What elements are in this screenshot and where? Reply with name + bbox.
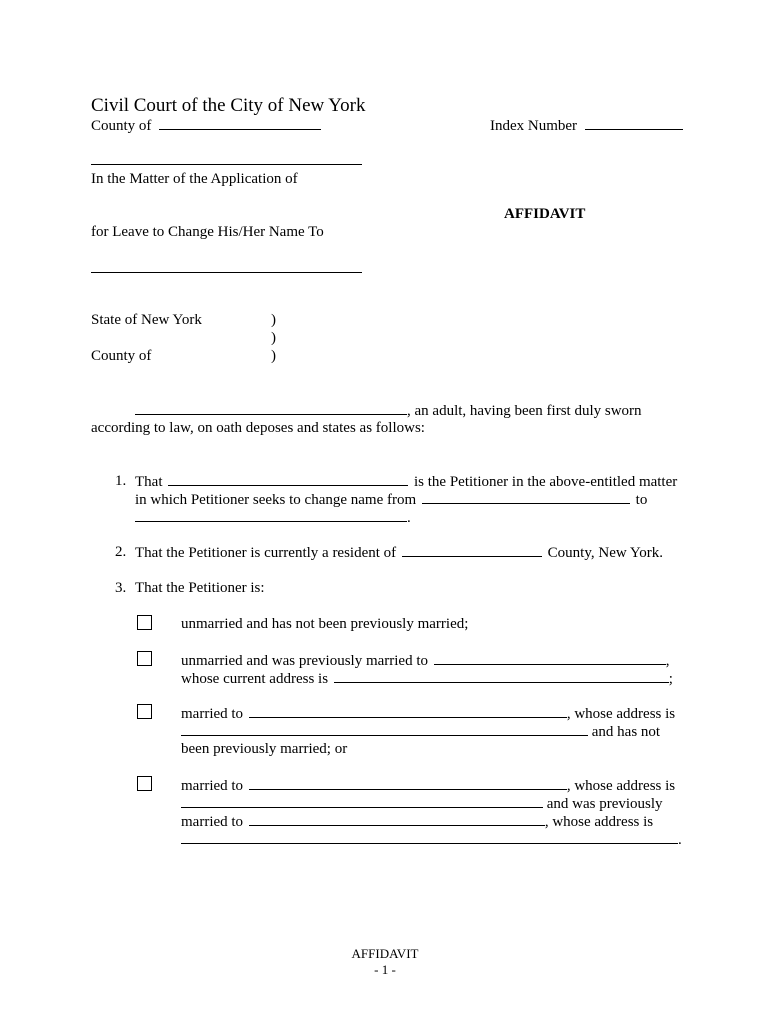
- option-d-period: .: [678, 832, 682, 848]
- option-d-address-text: , whose address is: [566, 778, 676, 794]
- option-d-previously-text: and was previously: [546, 796, 663, 812]
- venue-paren-3: ): [271, 348, 276, 364]
- option-b-line-1: [181, 651, 670, 670]
- item-1-line-1: [135, 472, 677, 491]
- venue-county: County of: [91, 348, 152, 364]
- option-b-text-2: whose current address is: [181, 671, 329, 687]
- option-c-text-1: married to: [181, 706, 244, 722]
- venue-paren-1: ): [271, 312, 276, 328]
- matter-line: In the Matter of the Application of: [91, 171, 298, 187]
- option-d-text-3: married to: [181, 814, 244, 830]
- item-3-number: 3.: [115, 580, 127, 596]
- option-c-line-2: [181, 722, 660, 741]
- former-spouse-address-field[interactable]: [334, 669, 669, 683]
- item-2-county-text: County, New York.: [547, 545, 663, 561]
- spouse-address-field-c[interactable]: [181, 722, 588, 736]
- former-spouse-address-field-d[interactable]: [181, 830, 678, 844]
- venue-state: State of New York: [91, 312, 202, 328]
- option-d-line-4: [181, 830, 682, 849]
- item-2-line: [135, 543, 663, 562]
- option-c-has-not-text: and has not: [591, 724, 661, 740]
- leave-line: for Leave to Change His/Her Name To: [91, 224, 324, 240]
- sworn-line: [135, 401, 642, 420]
- item-1-to-text: to: [635, 492, 648, 508]
- county-of-label: [91, 116, 321, 135]
- footer-title: AFFIDAVIT: [351, 946, 419, 961]
- option-c-line-3: been previously married; or: [181, 741, 348, 757]
- index-number: [490, 116, 683, 135]
- applicant-name-line[interactable]: [91, 164, 362, 165]
- item-3-text: That the Petitioner is:: [135, 580, 265, 596]
- option-b-text-1: unmarried and was previously married to: [181, 653, 429, 669]
- option-b-comma: ,: [665, 653, 670, 669]
- petitioner-name-field[interactable]: [168, 472, 408, 486]
- index-number-label: Index Number: [490, 118, 578, 134]
- old-name-field[interactable]: [422, 490, 630, 504]
- item-2-text: That the Petitioner is currently a resident of: [135, 545, 397, 561]
- county-field[interactable]: [159, 116, 321, 130]
- new-name-line[interactable]: [91, 272, 362, 273]
- affiant-name-field[interactable]: [135, 401, 407, 415]
- checkbox-married-not-previously[interactable]: [137, 704, 152, 719]
- item-1-number: 1.: [115, 473, 127, 489]
- page-number: - 1 -: [374, 962, 396, 977]
- former-spouse-name-field[interactable]: [434, 651, 666, 665]
- resident-county-field[interactable]: [402, 543, 542, 557]
- option-c-address-text: , whose address is: [566, 706, 676, 722]
- venue-paren-2: ): [271, 330, 276, 346]
- county-label: County of: [91, 118, 152, 134]
- option-a-text: unmarried and has not been previously married;: [181, 616, 469, 632]
- option-d-line-3: [181, 812, 653, 831]
- option-b-line-2: [181, 669, 673, 688]
- checkbox-unmarried-never-married[interactable]: [137, 615, 152, 630]
- option-d-address-text-2: , whose address is: [544, 814, 654, 830]
- court-title: Civil Court of the City of New York: [91, 95, 366, 116]
- item-1-petitioner-text: is the Petitioner in the above-entitled matter: [414, 474, 678, 490]
- option-c-line-1: [181, 704, 675, 723]
- item-1-that: That: [135, 474, 163, 490]
- item-1-period: .: [407, 510, 411, 526]
- spouse-address-field-d[interactable]: [181, 794, 543, 808]
- spouse-name-field-c[interactable]: [249, 704, 567, 718]
- spouse-name-field-d[interactable]: [249, 776, 567, 790]
- checkbox-married-previously[interactable]: [137, 776, 152, 791]
- checkbox-unmarried-previously-married[interactable]: [137, 651, 152, 666]
- new-name-field[interactable]: [135, 508, 407, 522]
- option-d-line-1: [181, 776, 675, 795]
- sworn-text: , an adult, having been first duly sworn: [407, 403, 642, 419]
- option-d-text-1: married to: [181, 778, 244, 794]
- item-1-line-2: [135, 490, 647, 509]
- former-spouse-name-field-d[interactable]: [249, 812, 545, 826]
- sworn-text-2: according to law, on oath deposes and states as follows:: [91, 420, 425, 436]
- item-1-line-3: [135, 508, 411, 527]
- item-2-number: 2.: [115, 544, 127, 560]
- option-b-semicolon: ;: [668, 671, 673, 687]
- document-title: AFFIDAVIT: [504, 206, 586, 222]
- item-1-seeks-text: in which Petitioner seeks to change name from: [135, 492, 417, 508]
- option-d-line-2: [181, 794, 663, 813]
- index-number-field[interactable]: [585, 116, 683, 130]
